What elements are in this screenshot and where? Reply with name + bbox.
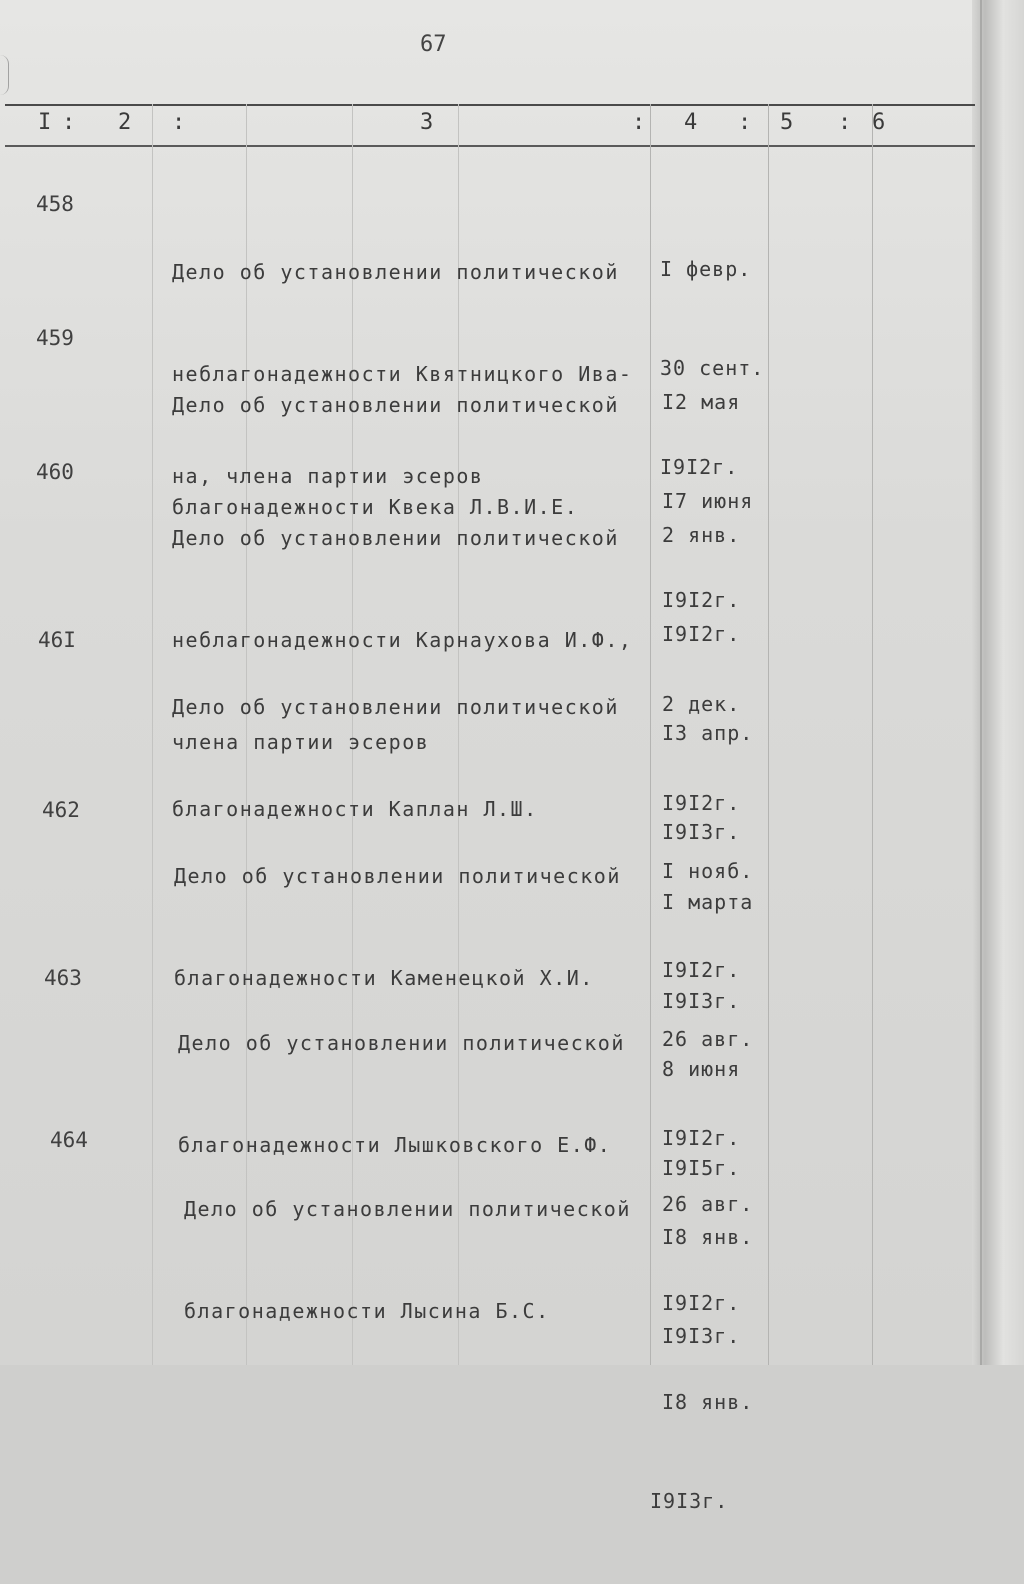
entry-date-line: I марта: [662, 890, 754, 914]
entry-title-line: благонадежности Каменецкой Х.И.: [174, 966, 594, 990]
entry-date-line: I9I2г.: [660, 455, 739, 479]
entry-title-line: неблагонадежности Карнаухова И.Ф.,: [172, 628, 633, 652]
column-header: I: [38, 110, 52, 135]
entry-number: 46I: [38, 628, 76, 652]
header-rule-top: [5, 104, 975, 106]
column-header: 3: [420, 110, 434, 135]
entry-date-line: I9I5г.: [662, 1156, 741, 1180]
entry-number: 462: [42, 798, 80, 822]
entry-title-line: неблагонадежности Квятницкого Ива-: [172, 362, 633, 386]
entry-date-line: I7 июня: [662, 489, 754, 513]
entry-date-line: I8 янв.: [662, 1390, 754, 1414]
entry-date-line: I2 мая: [662, 390, 741, 414]
entry-number: 460: [36, 460, 74, 484]
entry-date-line: I9I3г.: [650, 1489, 729, 1513]
column-divider: [872, 104, 873, 1365]
entry-date-line: I9I3г.: [662, 989, 741, 1013]
entry-date-line: I нояб.: [662, 859, 754, 883]
entry-date-line: I9I2г.: [662, 958, 741, 982]
binding-mark: [0, 55, 9, 95]
entry-title-line: члена партии эсеров: [172, 730, 430, 754]
entry-title-line: благонадежности Лысина Б.С.: [184, 1299, 550, 1323]
entry-date-line: I3 апр.: [662, 721, 754, 745]
entry-date-line: I9I2г.: [662, 1126, 741, 1150]
entry-date-line: 8 июня: [662, 1057, 741, 1081]
entry-number: 458: [36, 192, 74, 216]
entry-title-line: Дело об установлении политической: [178, 1031, 625, 1055]
entry-date-line: I февр.: [660, 257, 752, 281]
entry-title: [184, 1124, 631, 1396]
entry-date-line: I9I2г.: [662, 791, 741, 815]
column-separator: :: [62, 110, 76, 135]
column-separator: :: [738, 110, 752, 135]
entry-title-line: Дело об установлении политической: [172, 526, 619, 550]
entry-title-line: Дело об установлении политической: [172, 695, 619, 719]
entry-date-line: I9I3г.: [662, 1324, 741, 1348]
column-separator: :: [838, 110, 852, 135]
entry-date-line: 2 янв.: [662, 523, 741, 547]
entry-number: 459: [36, 326, 74, 350]
entry-date-line: I9I3г.: [662, 820, 741, 844]
column-divider: [152, 104, 153, 1365]
column-separator: :: [172, 110, 186, 135]
entry-date-line: I9I2г.: [662, 622, 741, 646]
entry-title-line: Дело об установлении политической: [184, 1197, 631, 1221]
entry-title-line: благонадежности Квека Л.В.И.Е.: [172, 495, 579, 519]
entry-title-line: благонадежности Каплан Л.Ш.: [172, 797, 538, 821]
entry-date-line: 26 авг.: [662, 1192, 754, 1216]
column-header: 6: [872, 110, 886, 135]
column-header: 4: [684, 110, 698, 135]
entry-date-line: I9I2г.: [662, 588, 741, 612]
header-rule-bottom: [5, 145, 975, 147]
entry-title-line: Дело об установлении политической: [172, 260, 619, 284]
entry-title-line: Дело об установлении политической: [172, 393, 619, 417]
entry-dates: [650, 1122, 753, 1584]
column-header: 5: [780, 110, 794, 135]
column-separator: :: [632, 110, 646, 135]
entry-date-line: I8 янв.: [662, 1225, 754, 1249]
entry-title-line: благонадежности Лышковского Е.Ф.: [178, 1133, 612, 1157]
column-header: 2: [118, 110, 132, 135]
page-edge-line: [980, 0, 982, 1365]
entry-number: 463: [44, 966, 82, 990]
entry-date-line: 2 дек.: [662, 692, 741, 716]
entry-title-line: Дело об установлении политической: [174, 864, 621, 888]
column-divider: [768, 104, 769, 1365]
entry-title-line: на, члена партии эсеров: [172, 464, 484, 488]
entry-date-line: 30 сент.: [660, 356, 765, 380]
entry-date-line: I9I2г.: [662, 1291, 741, 1315]
entry-number: 464: [50, 1128, 88, 1152]
page-number: 67: [420, 32, 447, 57]
entry-date-line: 26 авг.: [662, 1027, 754, 1051]
